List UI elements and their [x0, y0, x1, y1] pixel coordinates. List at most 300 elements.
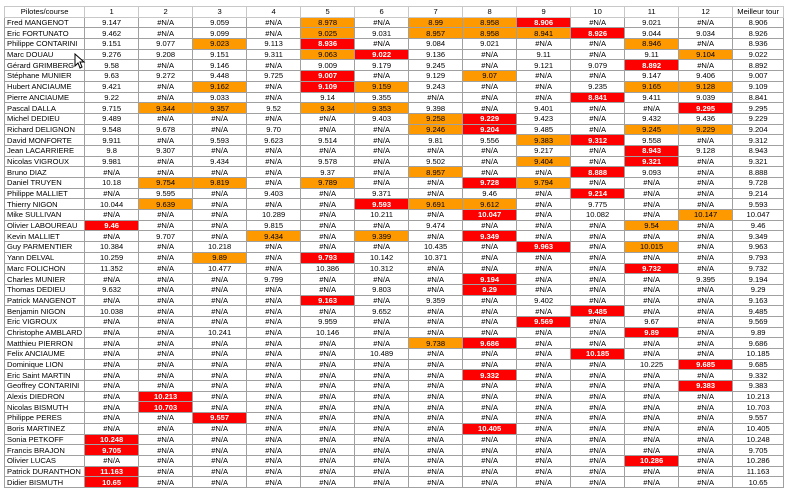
lap-time-cell[interactable]: #N/A — [625, 349, 679, 360]
lap-time-cell[interactable]: #N/A — [301, 477, 355, 488]
lap-time-cell[interactable]: #N/A — [193, 316, 247, 327]
pilot-name-cell[interactable]: Daniel TRUYEN — [5, 178, 85, 189]
lap-time-cell[interactable]: #N/A — [355, 466, 409, 477]
lap-time-cell[interactable]: #N/A — [679, 252, 733, 263]
best-lap-cell[interactable]: 9.163 — [733, 295, 784, 306]
best-lap-cell[interactable]: 10.248 — [733, 434, 784, 445]
lap-time-cell[interactable]: 9.033 — [193, 92, 247, 103]
lap-time-cell[interactable]: 9.162 — [193, 81, 247, 92]
lap-time-cell[interactable]: 10.185 — [571, 349, 625, 360]
lap-time-cell[interactable]: 9.022 — [355, 49, 409, 60]
lap-time-cell[interactable]: #N/A — [571, 295, 625, 306]
lap-time-cell[interactable]: 9.109 — [301, 81, 355, 92]
lap-time-cell[interactable]: 10.489 — [355, 349, 409, 360]
lap-time-cell[interactable]: #N/A — [463, 316, 517, 327]
lap-time-cell[interactable]: #N/A — [571, 156, 625, 167]
lap-time-cell[interactable]: #N/A — [517, 445, 571, 456]
lap-time-cell[interactable]: 9.214 — [571, 188, 625, 199]
lap-time-cell[interactable]: 11.163 — [85, 466, 139, 477]
lap-time-cell[interactable]: 10.312 — [355, 263, 409, 274]
lap-time-cell[interactable]: 9.556 — [463, 135, 517, 146]
lap-time-cell[interactable]: #N/A — [355, 17, 409, 28]
lap-time-cell[interactable]: #N/A — [139, 423, 193, 434]
lap-time-cell[interactable]: 9.34 — [301, 103, 355, 114]
lap-time-cell[interactable]: #N/A — [85, 402, 139, 413]
lap-time-cell[interactable]: 9.11 — [517, 49, 571, 60]
pilot-name-cell[interactable]: Pierre ANCIAUME — [5, 92, 85, 103]
lap-time-cell[interactable]: #N/A — [247, 466, 301, 477]
lap-time-cell[interactable]: 9.276 — [85, 49, 139, 60]
lap-time-cell[interactable]: 9.034 — [679, 28, 733, 39]
lap-time-cell[interactable]: 9.059 — [193, 17, 247, 28]
lap-time-cell[interactable]: 9.963 — [517, 242, 571, 253]
lap-time-cell[interactable]: 9.632 — [85, 284, 139, 295]
lap-time-cell[interactable]: #N/A — [301, 445, 355, 456]
lap-time-cell[interactable]: 9.235 — [571, 81, 625, 92]
lap-time-cell[interactable]: #N/A — [139, 455, 193, 466]
best-lap-cell[interactable]: 8.926 — [733, 28, 784, 39]
lap-time-cell[interactable]: #N/A — [301, 284, 355, 295]
lap-time-cell[interactable]: #N/A — [679, 39, 733, 50]
lap-time-cell[interactable]: #N/A — [625, 284, 679, 295]
lap-time-cell[interactable]: 8.892 — [625, 60, 679, 71]
lap-time-cell[interactable]: 9.021 — [463, 39, 517, 50]
pilot-name-cell[interactable]: David MONFORTE — [5, 135, 85, 146]
lap-time-cell[interactable]: 9.245 — [625, 124, 679, 135]
lap-time-cell[interactable]: #N/A — [517, 263, 571, 274]
lap-time-cell[interactable]: #N/A — [679, 135, 733, 146]
best-lap-cell[interactable]: 9.022 — [733, 49, 784, 60]
lap-time-cell[interactable]: #N/A — [247, 145, 301, 156]
lap-time-cell[interactable]: #N/A — [139, 210, 193, 221]
lap-time-cell[interactable]: #N/A — [301, 466, 355, 477]
lap-time-cell[interactable]: #N/A — [139, 156, 193, 167]
lap-time-cell[interactable]: #N/A — [355, 413, 409, 424]
lap-time-cell[interactable]: #N/A — [409, 370, 463, 381]
lap-time-cell[interactable]: #N/A — [679, 434, 733, 445]
best-lap-cell[interactable]: 9.732 — [733, 263, 784, 274]
lap-time-cell[interactable]: #N/A — [139, 263, 193, 274]
best-lap-cell[interactable]: 9.383 — [733, 381, 784, 392]
lap-time-cell[interactable]: #N/A — [571, 145, 625, 156]
lap-time-cell[interactable]: #N/A — [625, 199, 679, 210]
lap-time-cell[interactable]: #N/A — [463, 381, 517, 392]
lap-time-cell[interactable]: #N/A — [517, 327, 571, 338]
lap-time-cell[interactable]: #N/A — [571, 391, 625, 402]
lap-time-cell[interactable]: #N/A — [679, 178, 733, 189]
lap-time-cell[interactable]: 9.021 — [625, 17, 679, 28]
lap-time-cell[interactable]: #N/A — [571, 327, 625, 338]
lap-time-cell[interactable]: 8.941 — [517, 28, 571, 39]
lap-time-cell[interactable]: #N/A — [301, 145, 355, 156]
lap-time-cell[interactable]: 9.54 — [625, 220, 679, 231]
lap-time-cell[interactable]: #N/A — [679, 455, 733, 466]
lap-time-cell[interactable]: #N/A — [679, 477, 733, 488]
lap-time-cell[interactable]: #N/A — [625, 210, 679, 221]
lap-time-cell[interactable]: #N/A — [409, 274, 463, 285]
lap-time-cell[interactable]: 9.403 — [247, 188, 301, 199]
lap-time-cell[interactable]: 10.289 — [247, 210, 301, 221]
best-lap-cell[interactable]: 9.705 — [733, 445, 784, 456]
lap-time-cell[interactable]: 10.038 — [85, 306, 139, 317]
lap-time-cell[interactable]: 9.67 — [625, 316, 679, 327]
lap-time-cell[interactable]: 9.89 — [625, 327, 679, 338]
best-lap-cell[interactable]: 10.185 — [733, 349, 784, 360]
header-course-2[interactable]: 2 — [139, 7, 193, 18]
lap-time-cell[interactable]: 9.578 — [301, 156, 355, 167]
lap-time-cell[interactable]: 9.128 — [679, 145, 733, 156]
lap-time-cell[interactable]: #N/A — [679, 316, 733, 327]
lap-time-cell[interactable]: 9.502 — [409, 156, 463, 167]
lap-time-cell[interactable]: #N/A — [193, 284, 247, 295]
lap-time-cell[interactable]: 9.044 — [625, 28, 679, 39]
lap-time-cell[interactable]: 10.225 — [625, 359, 679, 370]
lap-time-cell[interactable]: #N/A — [301, 210, 355, 221]
lap-time-cell[interactable]: 9.007 — [301, 71, 355, 82]
lap-time-cell[interactable]: #N/A — [571, 284, 625, 295]
lap-time-cell[interactable]: #N/A — [301, 381, 355, 392]
lap-time-cell[interactable]: #N/A — [193, 167, 247, 178]
lap-time-cell[interactable]: #N/A — [463, 349, 517, 360]
lap-time-cell[interactable]: #N/A — [247, 391, 301, 402]
lap-time-cell[interactable]: 9.398 — [409, 103, 463, 114]
best-lap-cell[interactable]: 9.685 — [733, 359, 784, 370]
header-course-4[interactable]: 4 — [247, 7, 301, 18]
lap-time-cell[interactable]: #N/A — [301, 242, 355, 253]
lap-time-cell[interactable]: #N/A — [193, 295, 247, 306]
lap-time-cell[interactable]: #N/A — [139, 359, 193, 370]
lap-time-cell[interactable]: #N/A — [625, 188, 679, 199]
lap-time-cell[interactable]: #N/A — [85, 231, 139, 242]
lap-time-cell[interactable]: #N/A — [355, 135, 409, 146]
lap-time-cell[interactable]: 10.147 — [679, 210, 733, 221]
lap-time-cell[interactable]: #N/A — [193, 434, 247, 445]
pilot-name-cell[interactable]: Gérard GRIMBERG — [5, 60, 85, 71]
lap-time-cell[interactable]: #N/A — [409, 402, 463, 413]
lap-time-cell[interactable]: #N/A — [571, 113, 625, 124]
lap-time-cell[interactable]: 10.044 — [85, 199, 139, 210]
lap-time-cell[interactable]: #N/A — [571, 124, 625, 135]
lap-time-cell[interactable]: #N/A — [517, 391, 571, 402]
lap-time-cell[interactable]: #N/A — [517, 252, 571, 263]
lap-time-cell[interactable]: 8.978 — [301, 17, 355, 28]
lap-time-cell[interactable]: #N/A — [679, 295, 733, 306]
lap-time-cell[interactable]: 8.957 — [409, 28, 463, 39]
lap-time-cell[interactable]: #N/A — [463, 156, 517, 167]
lap-time-cell[interactable]: #N/A — [463, 263, 517, 274]
pilot-name-cell[interactable]: Matthieu PIERRON — [5, 338, 85, 349]
lap-time-cell[interactable]: #N/A — [409, 231, 463, 242]
lap-time-cell[interactable]: 11.352 — [85, 263, 139, 274]
lap-time-cell[interactable]: #N/A — [625, 338, 679, 349]
pilot-name-cell[interactable]: Philippe PERES — [5, 413, 85, 424]
lap-time-cell[interactable]: #N/A — [139, 477, 193, 488]
lap-time-cell[interactable]: #N/A — [571, 252, 625, 263]
lap-time-cell[interactable]: 8.841 — [571, 92, 625, 103]
lap-time-cell[interactable]: #N/A — [301, 306, 355, 317]
best-lap-cell[interactable]: 9.569 — [733, 316, 784, 327]
best-lap-cell[interactable]: 10.286 — [733, 455, 784, 466]
pilot-name-cell[interactable]: Mike SULLIVAN — [5, 210, 85, 221]
lap-time-cell[interactable]: 10.248 — [85, 434, 139, 445]
lap-time-cell[interactable]: #N/A — [409, 445, 463, 456]
lap-time-cell[interactable]: #N/A — [85, 423, 139, 434]
lap-time-cell[interactable]: #N/A — [517, 359, 571, 370]
header-course-9[interactable]: 9 — [517, 7, 571, 18]
lap-time-cell[interactable]: 8.958 — [463, 28, 517, 39]
lap-time-cell[interactable]: 9.063 — [301, 49, 355, 60]
lap-time-cell[interactable]: 10.435 — [409, 242, 463, 253]
lap-time-cell[interactable]: #N/A — [193, 391, 247, 402]
lap-time-cell[interactable]: #N/A — [355, 71, 409, 82]
lap-time-cell[interactable]: 9.485 — [517, 124, 571, 135]
lap-time-cell[interactable]: #N/A — [463, 167, 517, 178]
lap-time-cell[interactable]: 9.295 — [679, 103, 733, 114]
lap-time-cell[interactable]: 10.477 — [193, 263, 247, 274]
best-lap-cell[interactable]: 10.405 — [733, 423, 784, 434]
lap-time-cell[interactable]: #N/A — [139, 349, 193, 360]
lap-time-cell[interactable]: #N/A — [571, 413, 625, 424]
best-lap-cell[interactable]: 9.229 — [733, 113, 784, 124]
best-lap-cell[interactable]: 10.047 — [733, 210, 784, 221]
lap-time-cell[interactable]: #N/A — [85, 188, 139, 199]
lap-time-cell[interactable]: #N/A — [463, 145, 517, 156]
lap-time-cell[interactable]: 9.404 — [517, 156, 571, 167]
lap-time-cell[interactable]: #N/A — [139, 242, 193, 253]
lap-time-cell[interactable]: #N/A — [679, 338, 733, 349]
lap-time-cell[interactable]: #N/A — [517, 455, 571, 466]
lap-time-cell[interactable]: #N/A — [193, 455, 247, 466]
pilot-name-cell[interactable]: Pascal DALLA — [5, 103, 85, 114]
lap-time-cell[interactable]: #N/A — [85, 413, 139, 424]
best-lap-cell[interactable]: 9.007 — [733, 71, 784, 82]
lap-time-cell[interactable]: #N/A — [247, 252, 301, 263]
lap-time-cell[interactable]: 9.799 — [247, 274, 301, 285]
best-lap-cell[interactable]: 9.728 — [733, 178, 784, 189]
lap-time-cell[interactable]: 8.936 — [301, 39, 355, 50]
lap-time-cell[interactable]: #N/A — [679, 466, 733, 477]
lap-time-cell[interactable]: #N/A — [139, 81, 193, 92]
lap-time-cell[interactable]: 9.423 — [517, 113, 571, 124]
best-lap-cell[interactable]: 9.109 — [733, 81, 784, 92]
lap-time-cell[interactable]: 10.211 — [355, 210, 409, 221]
lap-time-cell[interactable]: 9.612 — [463, 199, 517, 210]
lap-time-cell[interactable]: #N/A — [463, 359, 517, 370]
lap-time-cell[interactable]: 9.165 — [625, 81, 679, 92]
pilot-name-cell[interactable]: Marc DOUAU — [5, 49, 85, 60]
lap-time-cell[interactable]: 9.353 — [355, 103, 409, 114]
lap-time-cell[interactable]: 9.89 — [193, 252, 247, 263]
pilot-name-cell[interactable]: Charles MUNIER — [5, 274, 85, 285]
lap-time-cell[interactable]: 9.403 — [355, 113, 409, 124]
lap-time-cell[interactable]: 9.025 — [301, 28, 355, 39]
pilot-name-cell[interactable]: Kevin MALLIET — [5, 231, 85, 242]
lap-time-cell[interactable]: #N/A — [571, 49, 625, 60]
lap-time-cell[interactable]: 9.639 — [139, 199, 193, 210]
lap-time-cell[interactable]: 9.911 — [85, 135, 139, 146]
lap-time-cell[interactable]: #N/A — [247, 92, 301, 103]
pilot-name-cell[interactable]: Nicolas VIGROUX — [5, 156, 85, 167]
lap-time-cell[interactable]: #N/A — [85, 210, 139, 221]
best-lap-cell[interactable]: 9.295 — [733, 103, 784, 114]
lap-time-cell[interactable]: #N/A — [193, 359, 247, 370]
lap-time-cell[interactable]: 9.738 — [409, 338, 463, 349]
lap-time-cell[interactable]: #N/A — [247, 17, 301, 28]
lap-time-cell[interactable]: #N/A — [571, 359, 625, 370]
lap-time-cell[interactable]: #N/A — [247, 423, 301, 434]
lap-time-cell[interactable]: 9.402 — [517, 295, 571, 306]
lap-time-cell[interactable]: #N/A — [409, 391, 463, 402]
lap-time-cell[interactable]: #N/A — [679, 370, 733, 381]
lap-time-cell[interactable]: 10.015 — [625, 242, 679, 253]
lap-time-cell[interactable]: 9.349 — [463, 231, 517, 242]
lap-time-cell[interactable]: 9.819 — [193, 178, 247, 189]
lap-time-cell[interactable]: 10.384 — [85, 242, 139, 253]
lap-time-cell[interactable]: #N/A — [409, 284, 463, 295]
lap-time-cell[interactable]: #N/A — [355, 274, 409, 285]
lap-time-cell[interactable]: 9.436 — [679, 113, 733, 124]
lap-time-cell[interactable]: 10.082 — [571, 210, 625, 221]
lap-time-cell[interactable]: #N/A — [247, 445, 301, 456]
best-lap-cell[interactable]: 9.557 — [733, 413, 784, 424]
lap-time-cell[interactable]: 9.474 — [409, 220, 463, 231]
lap-time-cell[interactable]: #N/A — [301, 188, 355, 199]
lap-time-cell[interactable]: 9.705 — [85, 445, 139, 456]
pilot-name-cell[interactable]: Nicolas BISMUTH — [5, 402, 85, 413]
pilot-name-cell[interactable]: Richard DELIGNON — [5, 124, 85, 135]
lap-time-cell[interactable]: #N/A — [85, 295, 139, 306]
lap-time-cell[interactable]: #N/A — [463, 60, 517, 71]
lap-time-cell[interactable]: #N/A — [409, 188, 463, 199]
lap-time-cell[interactable]: #N/A — [355, 359, 409, 370]
lap-time-cell[interactable]: 9.595 — [139, 188, 193, 199]
lap-time-cell[interactable]: 10.146 — [301, 327, 355, 338]
lap-time-cell[interactable]: #N/A — [409, 423, 463, 434]
lap-time-cell[interactable]: 9.245 — [409, 60, 463, 71]
lap-time-cell[interactable]: #N/A — [193, 220, 247, 231]
lap-time-cell[interactable]: 9.311 — [247, 49, 301, 60]
pilot-name-cell[interactable]: Thomas DEDIEU — [5, 284, 85, 295]
lap-time-cell[interactable]: 9.489 — [85, 113, 139, 124]
lap-time-cell[interactable]: 10.259 — [85, 252, 139, 263]
lap-time-cell[interactable]: #N/A — [571, 423, 625, 434]
lap-time-cell[interactable]: #N/A — [301, 274, 355, 285]
lap-time-cell[interactable]: 9.678 — [139, 124, 193, 135]
lap-time-cell[interactable]: 10.405 — [463, 423, 517, 434]
lap-time-cell[interactable]: #N/A — [193, 338, 247, 349]
lap-time-cell[interactable]: 9.246 — [409, 124, 463, 135]
lap-time-cell[interactable]: #N/A — [193, 306, 247, 317]
lap-time-cell[interactable]: #N/A — [355, 391, 409, 402]
lap-time-cell[interactable]: #N/A — [517, 413, 571, 424]
lap-time-cell[interactable]: #N/A — [139, 17, 193, 28]
lap-time-cell[interactable]: #N/A — [625, 306, 679, 317]
lap-time-cell[interactable]: #N/A — [571, 103, 625, 114]
lap-time-cell[interactable]: #N/A — [409, 477, 463, 488]
lap-time-cell[interactable]: 10.213 — [139, 391, 193, 402]
lap-time-cell[interactable]: 9.11 — [625, 49, 679, 60]
lap-time-cell[interactable]: 9.52 — [247, 103, 301, 114]
lap-time-cell[interactable]: #N/A — [355, 402, 409, 413]
lap-time-cell[interactable]: 10.65 — [85, 477, 139, 488]
lap-time-cell[interactable]: #N/A — [409, 434, 463, 445]
lap-time-cell[interactable]: 10.371 — [409, 252, 463, 263]
lap-time-cell[interactable]: #N/A — [301, 455, 355, 466]
lap-time-cell[interactable]: #N/A — [463, 295, 517, 306]
lap-time-cell[interactable]: #N/A — [139, 274, 193, 285]
lap-time-cell[interactable]: 9.715 — [85, 103, 139, 114]
best-lap-cell[interactable]: 9.321 — [733, 156, 784, 167]
lap-time-cell[interactable]: 9.079 — [571, 60, 625, 71]
pilot-name-cell[interactable]: Bruno DIAZ — [5, 167, 85, 178]
lap-time-cell[interactable]: #N/A — [571, 178, 625, 189]
lap-time-cell[interactable]: 9.104 — [679, 49, 733, 60]
lap-time-cell[interactable]: 9.691 — [409, 199, 463, 210]
lap-time-cell[interactable]: 9.754 — [139, 178, 193, 189]
lap-time-cell[interactable]: #N/A — [355, 295, 409, 306]
lap-time-cell[interactable]: #N/A — [247, 199, 301, 210]
lap-time-cell[interactable]: 9.077 — [139, 39, 193, 50]
lap-time-cell[interactable]: 9.179 — [355, 60, 409, 71]
lap-time-cell[interactable]: 9.272 — [139, 71, 193, 82]
lap-time-cell[interactable]: 9.344 — [139, 103, 193, 114]
lap-time-cell[interactable]: #N/A — [301, 220, 355, 231]
lap-time-cell[interactable]: #N/A — [355, 327, 409, 338]
pilot-name-cell[interactable]: Dominique LION — [5, 359, 85, 370]
lap-time-cell[interactable]: 9.355 — [355, 92, 409, 103]
lap-time-cell[interactable]: 9.485 — [571, 306, 625, 317]
best-lap-cell[interactable]: 9.46 — [733, 220, 784, 231]
lap-time-cell[interactable]: #N/A — [517, 39, 571, 50]
lap-time-cell[interactable]: #N/A — [85, 455, 139, 466]
best-lap-cell[interactable]: 8.906 — [733, 17, 784, 28]
lap-time-cell[interactable]: #N/A — [517, 210, 571, 221]
lap-time-cell[interactable]: #N/A — [625, 402, 679, 413]
lap-time-cell[interactable]: 10.142 — [355, 252, 409, 263]
lap-time-cell[interactable]: #N/A — [139, 306, 193, 317]
lap-time-cell[interactable]: #N/A — [409, 145, 463, 156]
lap-time-cell[interactable]: #N/A — [247, 167, 301, 178]
header-course-7[interactable]: 7 — [409, 7, 463, 18]
lap-time-cell[interactable]: #N/A — [517, 349, 571, 360]
lap-time-cell[interactable]: #N/A — [571, 274, 625, 285]
pilot-name-cell[interactable]: Philippe MALLIET — [5, 188, 85, 199]
pilot-name-cell[interactable]: Jean LACARRIERE — [5, 145, 85, 156]
pilot-name-cell[interactable]: Patrick MANGENOT — [5, 295, 85, 306]
lap-time-cell[interactable]: #N/A — [409, 92, 463, 103]
pilot-name-cell[interactable]: Alexis DIEDRON — [5, 391, 85, 402]
lap-time-cell[interactable]: #N/A — [571, 39, 625, 50]
lap-time-cell[interactable]: #N/A — [247, 113, 301, 124]
pilot-name-cell[interactable]: Patrick DURANTHON — [5, 466, 85, 477]
lap-time-cell[interactable]: #N/A — [355, 145, 409, 156]
lap-time-cell[interactable]: #N/A — [571, 455, 625, 466]
lap-time-cell[interactable]: #N/A — [409, 455, 463, 466]
lap-time-cell[interactable]: 9.732 — [625, 263, 679, 274]
header-best-lap[interactable]: Meilleur tour — [733, 7, 784, 18]
lap-time-cell[interactable]: #N/A — [517, 434, 571, 445]
pilot-name-cell[interactable]: Guy PARMENTIER — [5, 242, 85, 253]
lap-time-cell[interactable]: #N/A — [355, 124, 409, 135]
lap-time-cell[interactable]: #N/A — [355, 156, 409, 167]
lap-time-cell[interactable]: #N/A — [301, 349, 355, 360]
best-lap-cell[interactable]: 10.213 — [733, 391, 784, 402]
pilot-name-cell[interactable]: Benjamin NIGON — [5, 306, 85, 317]
lap-time-cell[interactable]: 9.685 — [679, 359, 733, 370]
best-lap-cell[interactable]: 10.703 — [733, 402, 784, 413]
lap-time-cell[interactable]: #N/A — [193, 423, 247, 434]
lap-time-cell[interactable]: #N/A — [247, 306, 301, 317]
